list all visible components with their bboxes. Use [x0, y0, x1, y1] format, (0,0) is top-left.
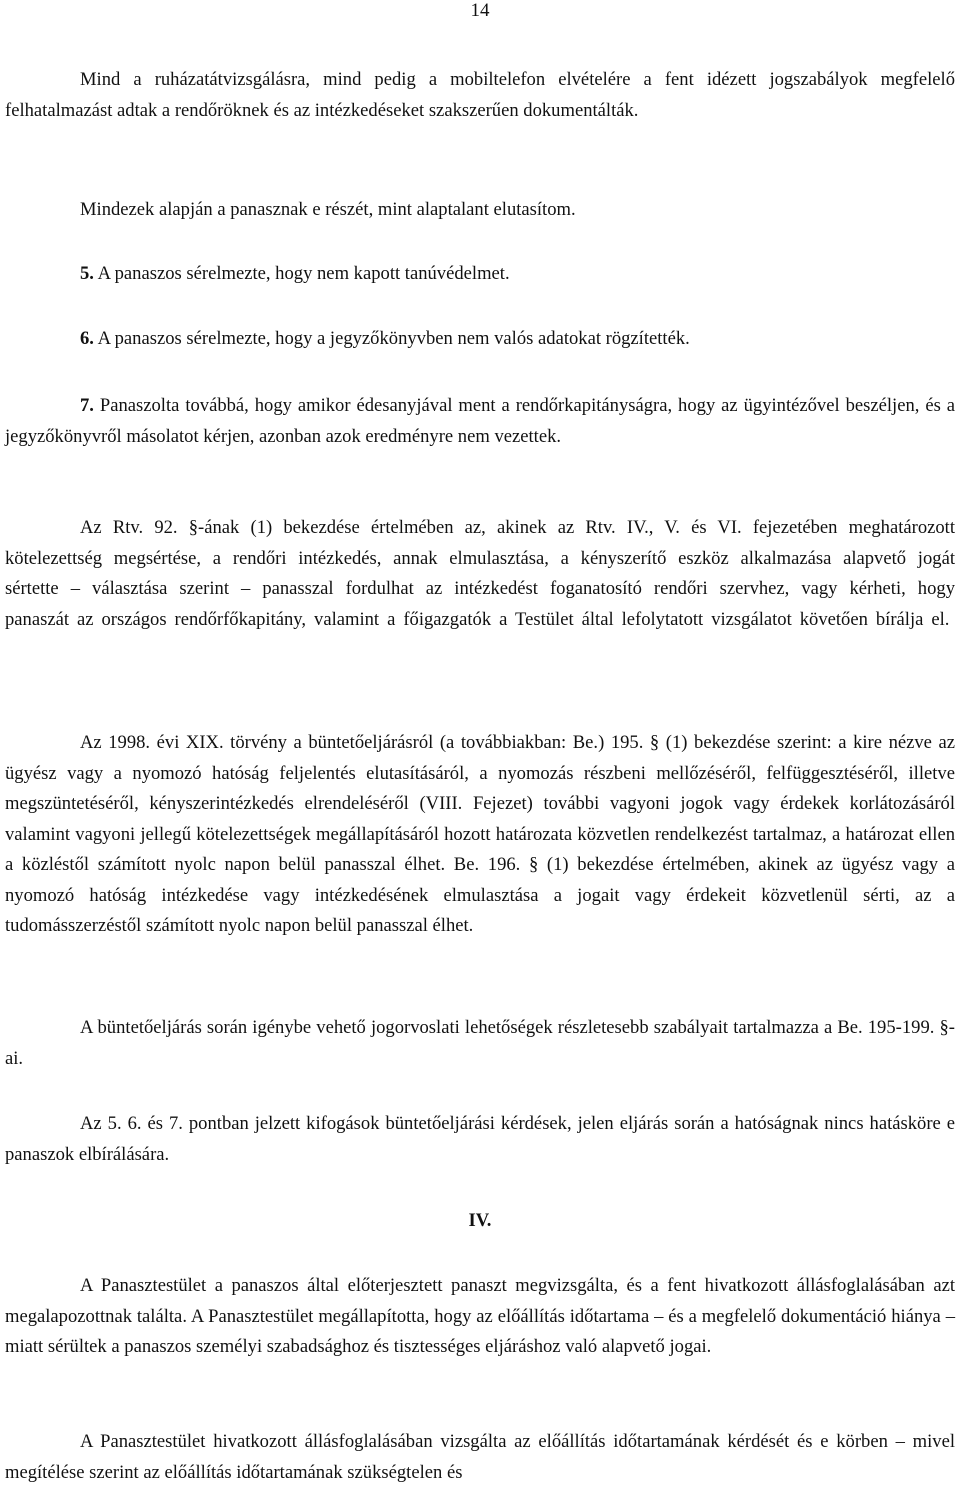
- item-number: 6.: [80, 328, 94, 349]
- section-heading-iv: IV.: [468, 1210, 492, 1231]
- paragraph-item-5: [5, 259, 955, 290]
- paragraph-remedies: A büntetőeljárás során igénybe vehető jogorvoslati lehetőségek részletesebb szabályait tartalmazza a Be. 195-199. §-ai.: [5, 1017, 955, 1069]
- paragraph-panel-duration: A Panasztestület hivatkozott állásfoglalásában vizsgálta az előállítás időtartamának kérdését és e körben – mivel megítélése szerint az előállítás időtartamának szükségtelen és: [5, 1431, 955, 1483]
- paragraph-competence: Az 5. 6. és 7. pontban jelzett kifogások büntetőeljárási kérdések, jelen eljárás során a hatóságnak nincs hatásköre e panaszok elbírálására.: [5, 1113, 955, 1165]
- item-number: 7.: [80, 395, 94, 416]
- paragraph-rtv-92: Az Rtv. 92. §-ának (1) bekezdése értelmében az, akinek az Rtv. IV., V. és VI. fejezetében meghatározott kötelezettség megsértése, a rendőri intézkedés, annak elmulasztása, a kényszerítő eszköz alkalmazása alapvető jogát sértette – választása szerint – panasszal fordulhat az intézkedést foganatosító rendőri szervhez, vagy kérheti, hogy panaszát az országos rendőrfőkapitány, valamint a főigazgatók a Testület által lefolytatott vizsgálatot követően bírálja el.: [5, 517, 955, 630]
- paragraph-be-195: Az 1998. évi XIX. törvény a büntetőeljárásról (a továbbiakban: Be.) 195. § (1) bekezdése szerint: a kire nézve az ügyész vagy a nyomozó hatóság feljelentés elutasításáról, a nyomozás részbeni mellőzéséről, felfüggesztéséről, illetve megszüntetéséről, kényszerintézkedés elrendeléséről (VIII. Fejezet) további vagyoni jogok vagy érdekek korlátozásáról valamint vagyoni jellegű kötelezettségek megállapításáról hozott határozata közvetlen rendelkezést tartalmaz, a határozat ellen a közléstől számított nyolc napon belül panasszal élhet. Be. 196. § (1) bekezdése értelmében, akinek az ügyész vagy a nyomozó hatóság intézkedése vagy intézkedésének elmulasztása a jogait vagy érdekeit közvetlenül sérti, az a tudomásszerzéstől számított nyolc napon belül panasszal élhet.: [5, 732, 955, 936]
- item-number: 5.: [80, 263, 94, 284]
- item-text: Panaszolta továbbá, hogy amikor édesanyjával ment a rendőrkapitányságra, hogy az ügyintézővel beszéljen, és a jegyzőkönyvről másolatot kérjen, azonban azok eredményre nem vezettek.: [5, 395, 955, 447]
- page-number: 14: [470, 0, 490, 21]
- paragraph-item-7: [5, 391, 955, 452]
- paragraph-panel-findings: A Panasztestület a panaszos által előterjesztett panaszt megvizsgálta, és a fent hivatkozott állásfoglalásában azt megalapozottnak találta. A Panasztestület megállapította, hogy az előállítás időtartama – és a megfelelő dokumentáció hiánya – miatt sérültek a panaszos személyi szabadsághoz és tisztességes eljáráshoz való alapvető jogai.: [5, 1275, 955, 1357]
- item-text: A panaszos sérelmezte, hogy a jegyzőkönyvben nem valós adatokat rögzítették.: [93, 328, 690, 349]
- paragraph-item-6: [5, 324, 955, 355]
- item-text: A panaszos sérelmezte, hogy nem kapott tanúvédelmet.: [93, 263, 510, 284]
- paragraph-rejection: Mindezek alapján a panasznak e részét, mint alaptalant elutasítom.: [80, 199, 576, 220]
- paragraph-clothing-search: Mind a ruházatátvizsgálásra, mind pedig a mobiltelefon elvételére a fent idézett jogszabályok megfelelő felhatalmazást adtak a rendőröknek és az intézkedéseket szakszerűen dokumentálták.: [5, 69, 955, 121]
